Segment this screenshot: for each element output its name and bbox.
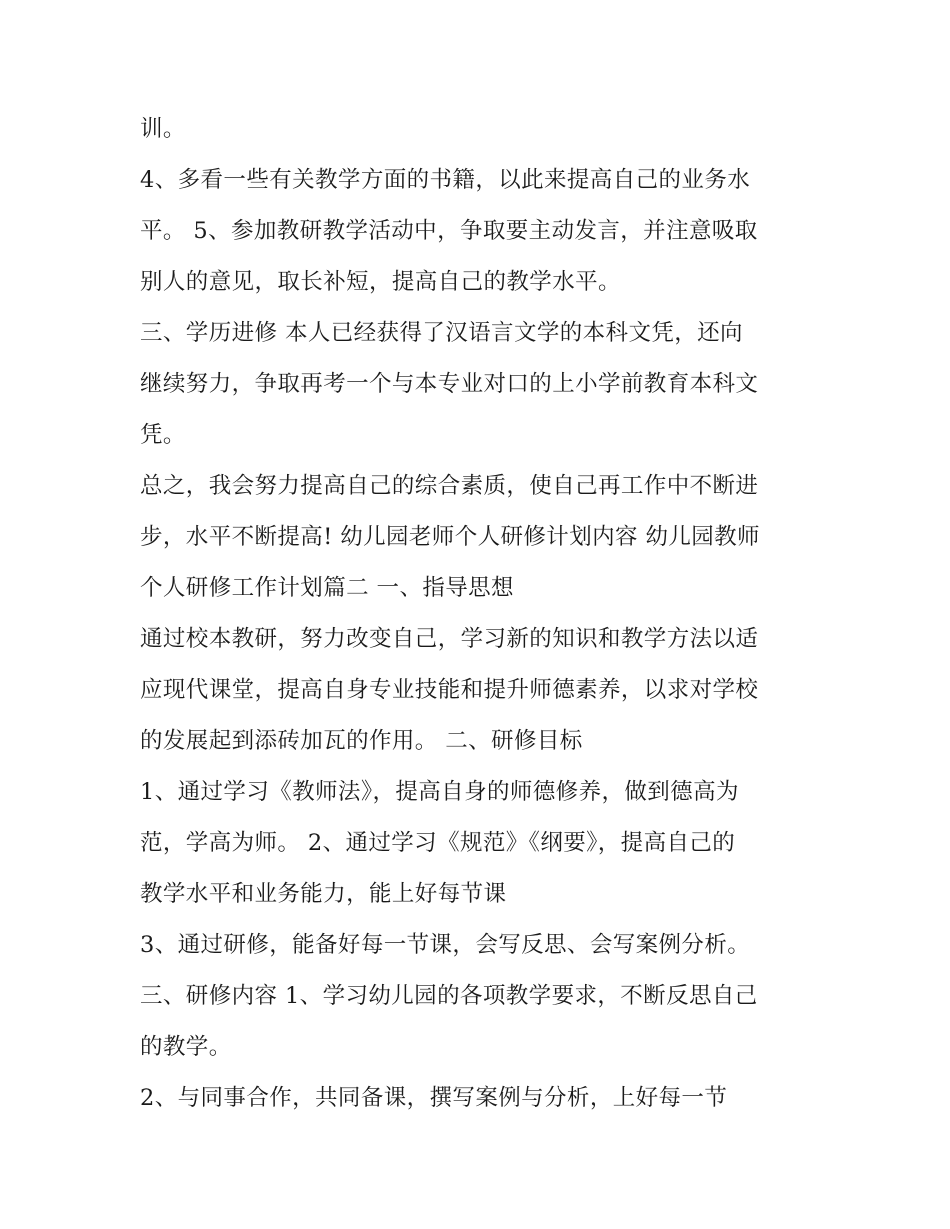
text-line: 步，水平不断提高! 幼儿园老师个人研修计划内容 幼儿园教师 — [140, 524, 760, 550]
text-line: 平。 5、参加教研教学活动中，争取要主动发言，并注意吸取 — [140, 218, 758, 244]
text-line: 总之，我会努力提高自己的综合素质，使自己再工作中不断进 — [140, 473, 759, 499]
text-line: 三、研修内容 1、学习幼儿园的各项教学要求，不断反思自己 — [140, 983, 758, 1009]
text-line: 的发展起到添砖加瓦的作用。 二、研修目标 — [140, 728, 583, 754]
text-line: 继续努力，争取再考一个与本专业对口的上小学前教育本科文 — [140, 371, 759, 397]
text-line: 个人研修工作计划篇二 一、指导思想 — [140, 575, 514, 601]
text-line: 的教学。 — [140, 1034, 232, 1060]
body-text — [140, 104, 820, 1124]
text-line: 训。 — [140, 116, 186, 142]
text-line: 凭。 — [140, 422, 186, 448]
text-line: 范，学高为师。 2、通过学习《规范》《纲要》，提高自己的 — [140, 830, 736, 856]
text-line: 通过校本教研，努力改变自己，学习新的知识和教学方法以适 — [140, 626, 759, 652]
text-line: 应现代课堂，提高自身专业技能和提升师德素养，以求对学校 — [140, 677, 759, 703]
text-line: 别人的意见，取长补短，提高自己的教学水平。 — [140, 269, 621, 295]
text-line: 教学水平和业务能力，能上好每节课 — [140, 881, 507, 907]
text-line: 三、学历进修 本人已经获得了汉语言文学的本科文凭，还向 — [140, 320, 743, 346]
text-line: 2、与同事合作，共同备课，撰写案例与分析，上好每一节 — [140, 1085, 728, 1111]
text-line: 1、通过学习《教师法》，提高自身的师德修养，做到德高为 — [140, 779, 739, 805]
text-line: 4、多看一些有关教学方面的书籍，以此来提高自己的业务水 — [140, 167, 751, 193]
text-line: 3、通过研修，能备好每一节课，会写反思、会写案例分析。 — [140, 932, 751, 958]
